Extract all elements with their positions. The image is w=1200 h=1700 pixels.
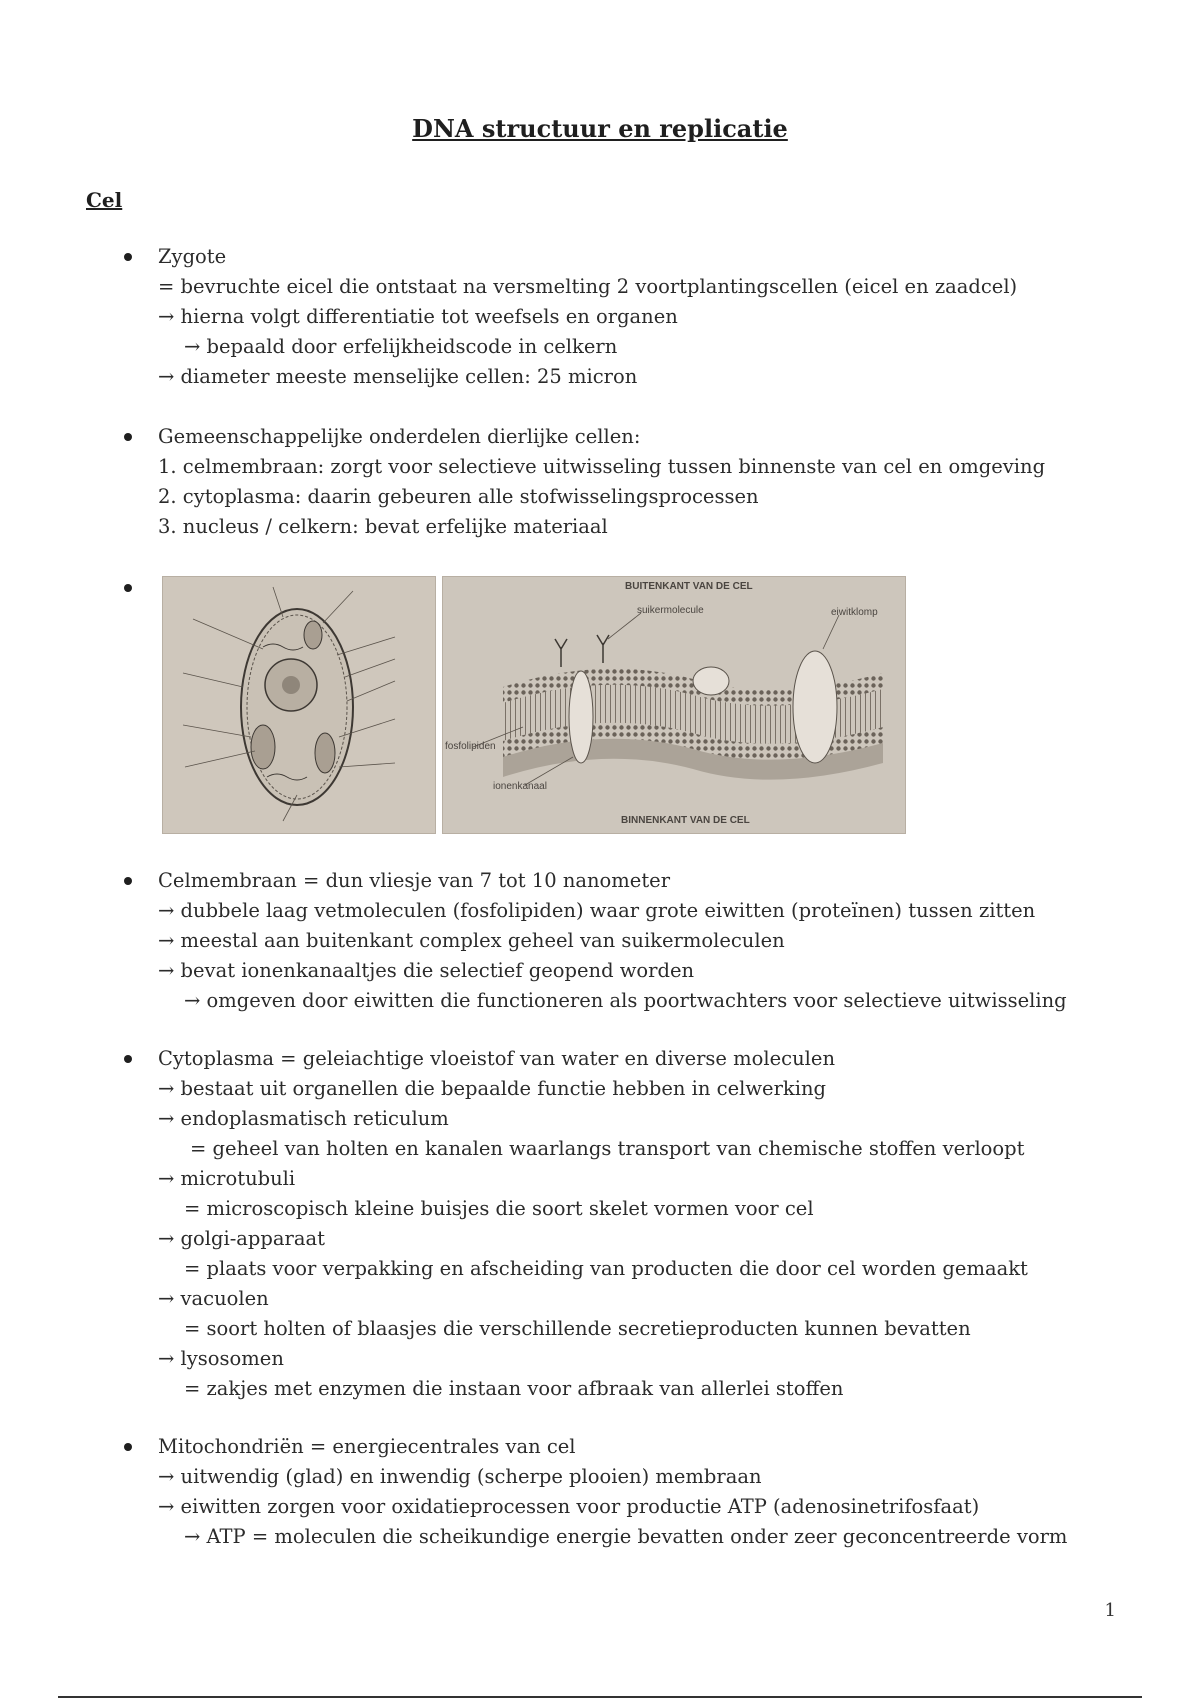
bullet-line: → dubbele laag vetmoleculen (fosfolipiden) waar grote eiwitten (proteïnen) tussen zitten (158, 899, 1036, 922)
bullet-dot (124, 1055, 132, 1063)
bullet-line: → uitwendig (glad) en inwendig (scherpe plooien) membraan (158, 1465, 762, 1488)
bullet-line: 2. cytoplasma: daarin gebeuren alle stofwisselingsprocessen (158, 485, 759, 508)
membrane-label-outside: BUITENKANT VAN DE CEL (625, 581, 753, 592)
bullet-line: Zygote (158, 245, 227, 268)
membrane-label-protein: eiwitklomp (831, 607, 878, 618)
bullet-line: Cytoplasma = geleiachtige vloeistof van water en diverse moleculen (158, 1047, 835, 1070)
bullet-line: → lysosomen (158, 1347, 284, 1370)
bullet-line: → vacuolen (158, 1287, 269, 1310)
bullet-line: = microscopisch kleine buisjes die soort skelet vormen voor cel (184, 1197, 814, 1220)
section-heading: Cel (86, 188, 123, 212)
membrane-label-sugar: suikermolecule (637, 605, 704, 616)
bullet-line: 3. nucleus / celkern: bevat erfelijke materiaal (158, 515, 608, 538)
membrane-label-inside: BINNENKANT VAN DE CEL (621, 815, 750, 826)
membrane-label-channel: ionenkanaal (493, 781, 547, 792)
bullet-line: → ATP = moleculen die scheikundige energie bevatten onder zeer geconcentreerde vorm (184, 1525, 1068, 1548)
membrane-label-phospholipid: fosfolipiden (445, 741, 496, 752)
bullet-dot (124, 877, 132, 885)
bullet-line: Gemeenschappelijke onderdelen dierlijke cellen: (158, 425, 641, 448)
bullet-line: = geheel van holten en kanalen waarlangs transport van chemische stoffen verloopt (190, 1137, 1025, 1160)
cell-diagram-image (162, 576, 436, 834)
bullet-dot (124, 253, 132, 261)
bullet-line: → eiwitten zorgen voor oxidatieprocessen voor productie ATP (adenosinetrifosfaat) (158, 1495, 980, 1518)
bullet-line: → microtubuli (158, 1167, 296, 1190)
bullet-line: 1. celmembraan: zorgt voor selectieve uitwisseling tussen binnenste van cel en omgeving (158, 455, 1046, 478)
bullet-line: → bestaat uit organellen die bepaalde functie hebben in celwerking (158, 1077, 826, 1100)
bullet-line: → endoplasmatisch reticulum (158, 1107, 449, 1130)
bullet-line: = soort holten of blaasjes die verschillende secretieproducten kunnen bevatten (184, 1317, 971, 1340)
bullet-line: Celmembraan = dun vliesje van 7 tot 10 nanometer (158, 869, 671, 892)
cell-drawing (163, 577, 435, 833)
document-title: DNA structuur en replicatie (412, 114, 788, 143)
bullet-line: → golgi-apparaat (158, 1227, 325, 1250)
bullet-dot (124, 1443, 132, 1451)
footer-divider (58, 1696, 1142, 1698)
membrane-diagram-image (442, 576, 906, 834)
bullet-line: → hierna volgt differentiatie tot weefsels en organen (158, 305, 678, 328)
bullet-dot (124, 584, 132, 592)
bullet-line: = zakjes met enzymen die instaan voor afbraak van allerlei stoffen (184, 1377, 844, 1400)
bullet-line: → bevat ionenkanaaltjes die selectief geopend worden (158, 959, 695, 982)
bullet-line: = plaats voor verpakking en afscheiding van producten die door cel worden gemaakt (184, 1257, 1028, 1280)
bullet-line: → diameter meeste menselijke cellen: 25 micron (158, 365, 638, 388)
bullet-line: → meestal aan buitenkant complex geheel van suikermoleculen (158, 929, 785, 952)
bullet-dot (124, 433, 132, 441)
bullet-line: = bevruchte eicel die ontstaat na versmelting 2 voortplantingscellen (eicel en zaadcel) (158, 275, 1018, 298)
bullet-line: → bepaald door erfelijkheidscode in celkern (184, 335, 618, 358)
bullet-line: Mitochondriën = energiecentrales van cel (158, 1435, 576, 1458)
bullet-line: → omgeven door eiwitten die functioneren als poortwachters voor selectieve uitwisseling (184, 989, 1067, 1012)
page-number: 1 (1104, 1600, 1116, 1621)
